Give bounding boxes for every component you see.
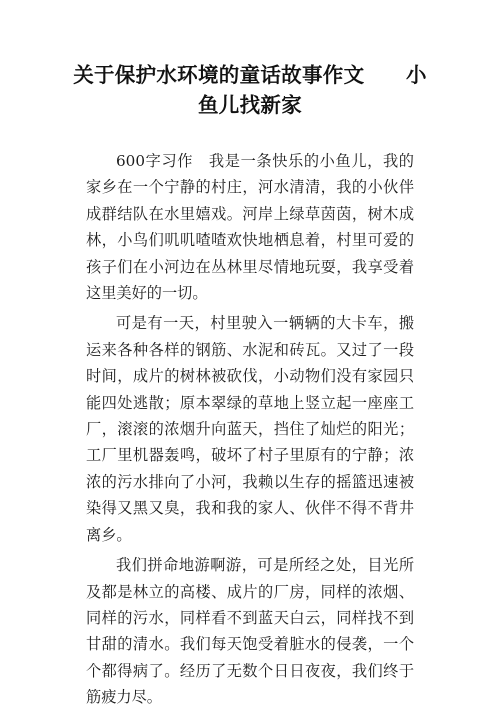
title-line-2: 鱼儿找新家 xyxy=(198,93,302,117)
title-line-1: 关于保护水环境的童话故事作文 小 xyxy=(73,63,427,87)
paragraph-2: 可是有一天，村里驶入一辆辆的大卡车，搬运来各种各样的钢筋、水泥和砖瓦。又过了一段时间，成片的树林被砍伐，小动物们没有家园只能四处逃散；原本翠绿的草地上竖立起一座座工厂，滚滚的浓烟升向蓝天，挡住了灿烂的阳光；工厂里机器轰鸣，破坏了村子里原有的宁静；浓浓的污水排向了小河，我赖以生存的摇篮迅速被染得又黑又臭，我和我的家人、伙伴不得不背井离乡。 xyxy=(86,314,414,544)
document-title xyxy=(70,60,430,120)
paragraph-1: 600字习作 我是一条快乐的小鱼儿，我的家乡在一个宁静的村庄，河水清清，我的小伙伴成群结队在水里嬉戏。河岸上绿草茵茵，树木成林，小鸟们叽叽喳喳欢快地栖息着，村里可爱的孩子们在小河边在丛林里尽情地玩耍，我享受着这里美好的一切。 xyxy=(86,152,414,303)
document-body xyxy=(86,148,414,711)
paragraph-3: 我们拼命地游啊游，可是所经之处，目光所及都是林立的高楼、成片的厂房，同样的浓烟、同样的污水，同样看不到蓝天白云，同样找不到甘甜的清水。我们每天饱受着脏水的侵袭，一个个都得病了。经历了无数个日日夜夜，我们终于筋疲力尽。 xyxy=(86,556,414,707)
